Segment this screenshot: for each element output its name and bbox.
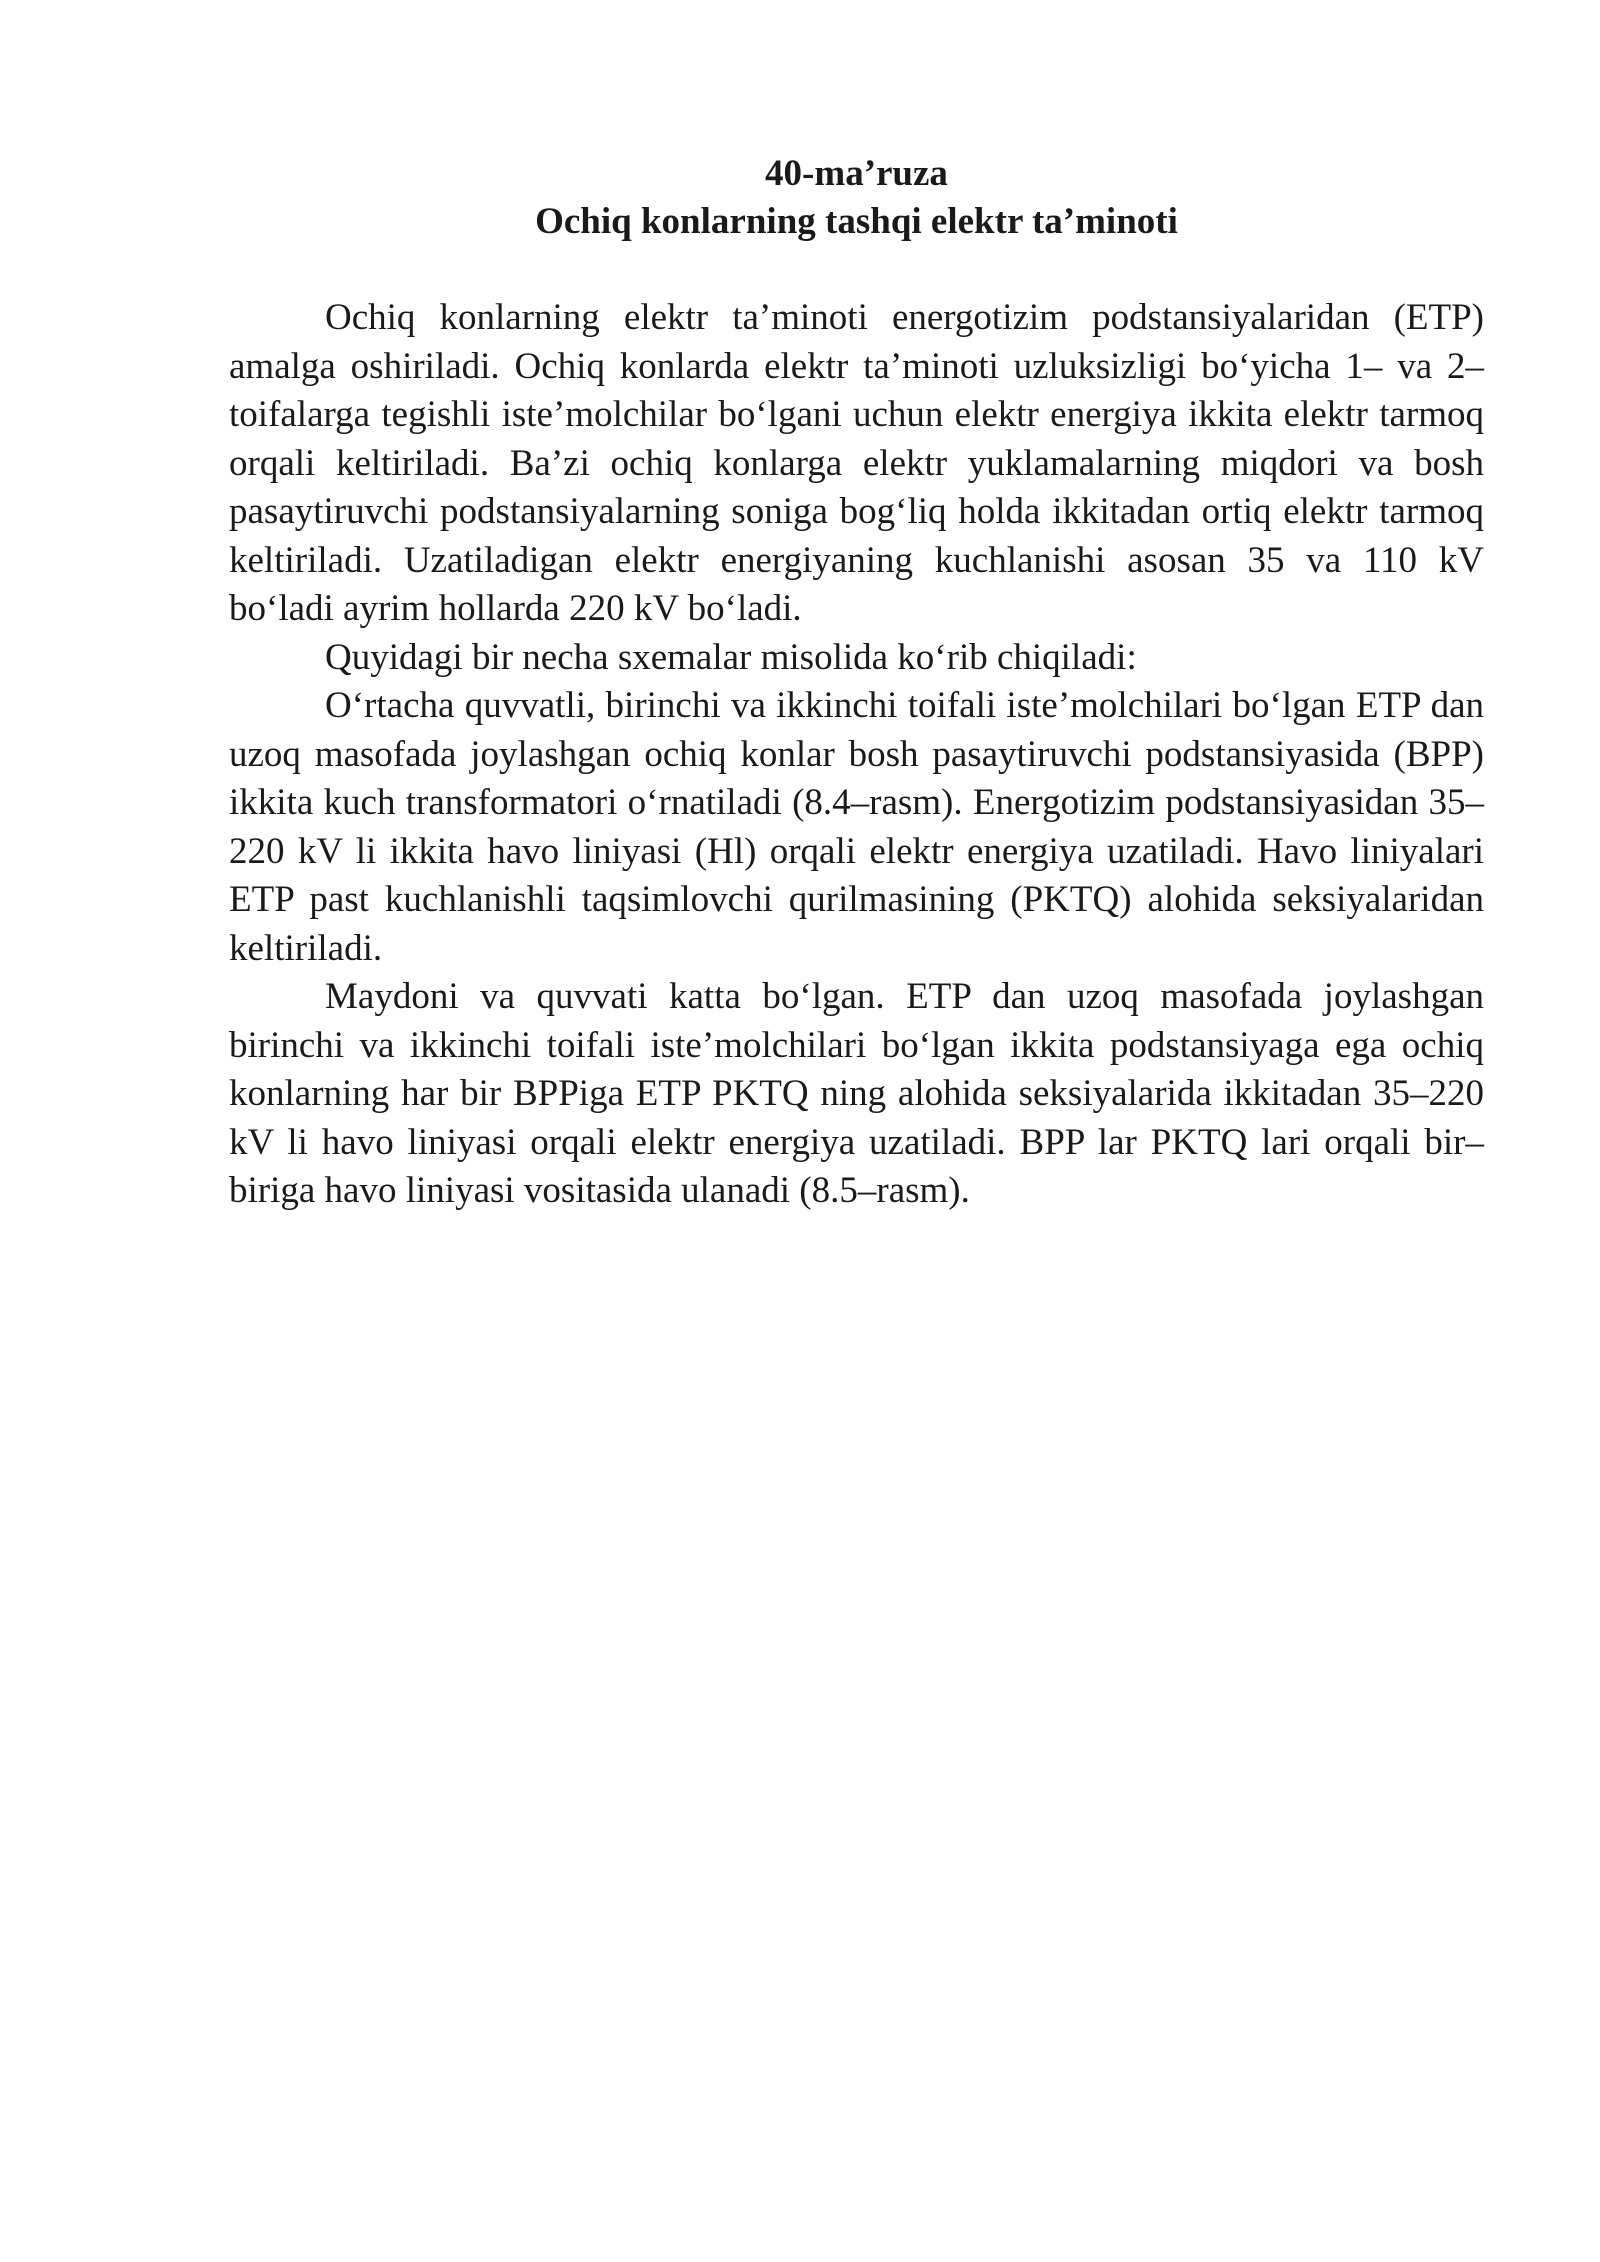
page-title: Ochiq konlarning tashqi elektr ta’minoti	[535, 201, 1178, 242]
lecture-number: 40-ma’ruza	[765, 153, 948, 194]
paragraph-schemes-intro: Quyidagi bir necha sxemalar misolida ko‘rib chiqiladi:	[325, 636, 1137, 678]
paragraph-medium-power: O‘rtacha quvvatli, birinchi va ikkinchi toifali iste’molchilari bo‘lgan ETP dan uzoq masofada joylashgan ochiq konlar bosh pasaytiruvchi podstansiyasida (BPP) ikkita kuch transformatori o‘rnatiladi (8.4–rasm). Energotizim podstansiyasidan 35–220 kV li ikkita havo liniyasi (Hl) orqali elektr energiya uzatiladi. Havo liniyalari ETP past kuchlanishli taqsimlovchi qurilmasining (PKTQ) alohida seksiyalaridan keltiriladi.	[229, 685, 1484, 969]
paragraph-large-power: Maydoni va quvvati katta bo‘lgan. ETP dan uzoq masofada joylashgan birinchi va ikkinchi toifali iste’molchilari bo‘lgan ikkita podstansiyaga ega ochiq konlarning har bir BPPiga ETP PKTQ ning alohida seksiyalarida ikkitadan 35–220 kV li havo liniyasi orqali elektr energiya uzatiladi. BPP lar PKTQ lari orqali bir–biriga havo liniyasi vositasida ulanadi (8.5–rasm).	[229, 976, 1484, 1211]
heading-spacer	[229, 246, 1484, 294]
document-body	[229, 150, 1484, 1216]
paragraph-intro: Ochiq konlarning elektr ta’minoti energotizim podstansiyalaridan (ETP) amalga oshiriladi. Ochiq konlarda elektr ta’minoti uzluksizligi bo‘yicha 1– va 2–toifalarga tegishli iste’molchilar bo‘lgani uchun elektr energiya ikkita elektr tarmoq orqali keltiriladi. Ba’zi ochiq konlarga elektr yuklamalarning miqdori va bosh pasaytiruvchi podstansiyalarning soniga bog‘liq holda ikkitadan ortiq elektr tarmoq keltiriladi. Uzatiladigan elektr energiyaning kuchlanishi asosan 35 va 110 kV bo‘ladi ayrim hollarda 220 kV bo‘ladi.	[229, 297, 1484, 629]
